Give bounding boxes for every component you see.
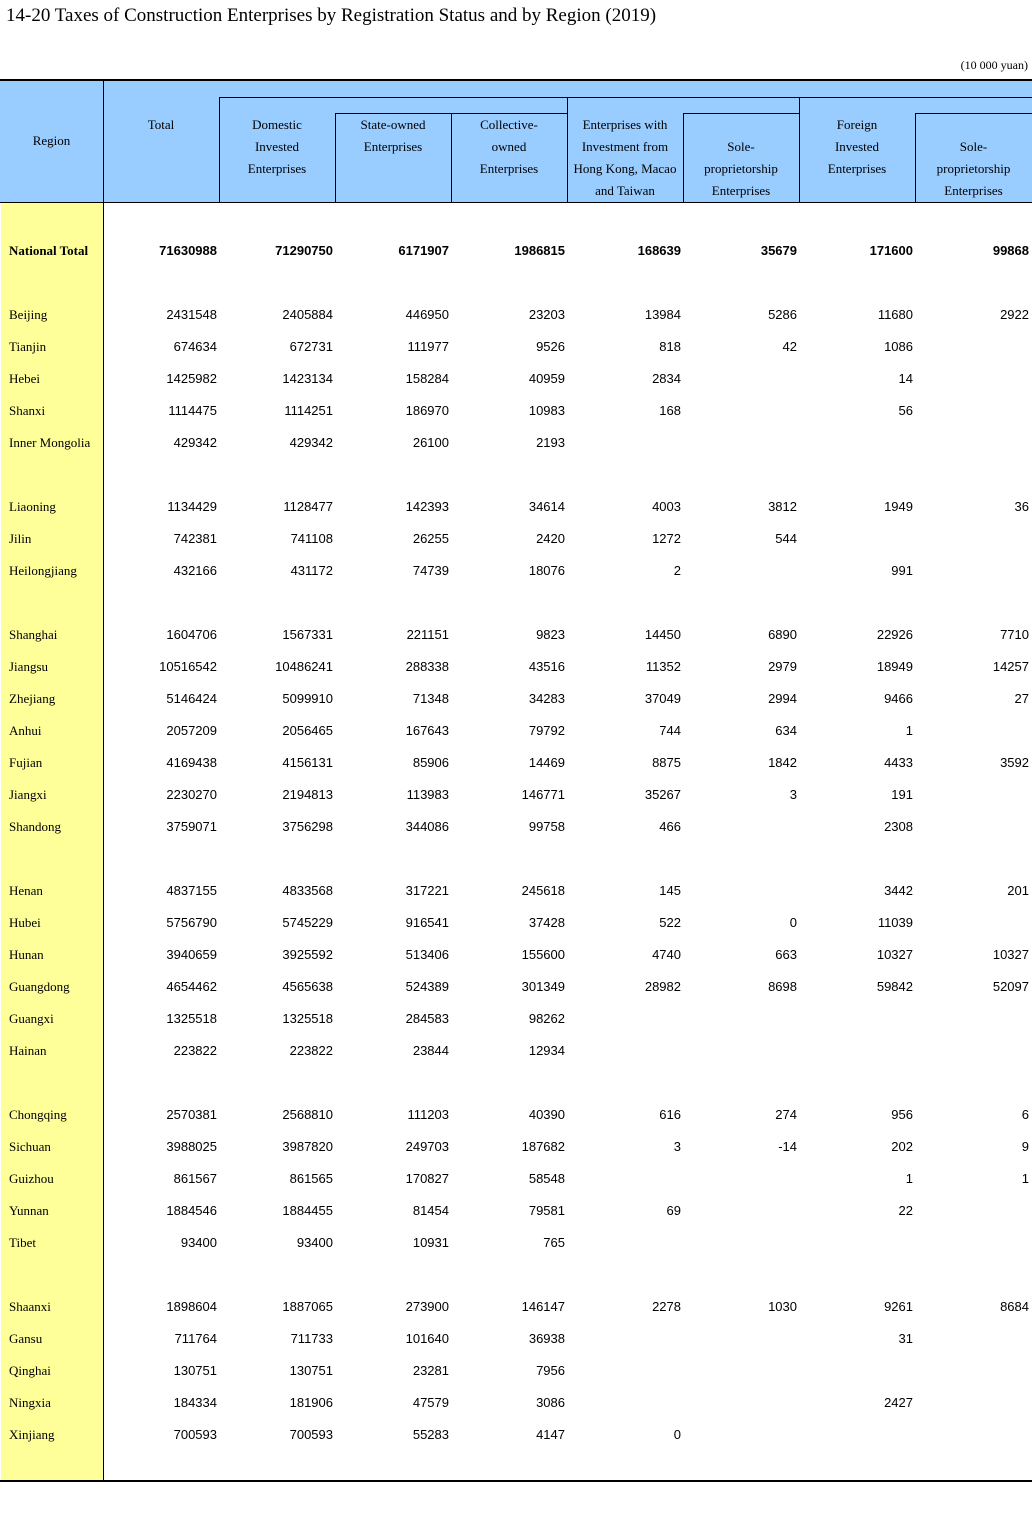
value-cell: 14450 <box>644 627 681 642</box>
value-cell: 6171907 <box>398 243 449 258</box>
value-cell: 274 <box>775 1107 797 1122</box>
value-cell: 1884546 <box>166 1203 217 1218</box>
value-cell: 9823 <box>536 627 565 642</box>
value-cell: 146147 <box>521 1299 565 1314</box>
value-cell: 74739 <box>412 563 449 578</box>
value-cell: 249703 <box>405 1139 449 1154</box>
region-name: Tianjin <box>9 339 47 354</box>
value-cell: 10931 <box>412 1235 449 1250</box>
value-cell: 5099910 <box>282 691 333 706</box>
table-row <box>0 1296 1032 1318</box>
value-cell: 2230270 <box>166 787 217 802</box>
value-cell: 1114475 <box>168 403 217 418</box>
national-total-row <box>0 240 1032 262</box>
value-cell: 634 <box>775 723 797 738</box>
value-cell: 10327 <box>992 947 1029 962</box>
value-cell: 301349 <box>521 979 565 994</box>
value-cell: 861565 <box>289 1171 333 1186</box>
value-cell: 916541 <box>405 915 449 930</box>
region-name: Sichuan <box>9 1139 51 1154</box>
value-cell: 431172 <box>290 563 333 578</box>
header-hmt-sole: Sole- proprietorship Enterprises <box>704 139 778 198</box>
value-cell: 2193 <box>536 435 565 450</box>
value-cell: 956 <box>891 1107 913 1122</box>
value-cell: 23844 <box>412 1043 449 1058</box>
value-cell: 2405884 <box>282 307 333 322</box>
value-cell: 10983 <box>528 403 565 418</box>
value-cell: 4156131 <box>282 755 333 770</box>
value-cell: 6890 <box>768 627 797 642</box>
value-cell: 3759071 <box>166 819 217 834</box>
value-cell: 223822 <box>173 1043 217 1058</box>
top-rule <box>0 79 1032 81</box>
table-row <box>0 1232 1032 1254</box>
value-cell: 3 <box>673 1139 681 1154</box>
value-cell: 1986815 <box>514 243 565 258</box>
value-cell: 1325518 <box>282 1011 333 1026</box>
value-cell: 18949 <box>876 659 913 674</box>
value-cell: 273900 <box>405 1299 449 1314</box>
value-cell: 8875 <box>652 755 681 770</box>
value-cell: 202 <box>891 1139 913 1154</box>
value-cell: 3812 <box>768 499 797 514</box>
table-row <box>0 496 1032 518</box>
header-subgroup-rule <box>683 113 799 114</box>
region-name: Inner Mongolia <box>9 435 91 450</box>
value-cell: 167643 <box>405 723 449 738</box>
value-cell: 7710 <box>1000 627 1029 642</box>
value-cell: 1134429 <box>167 499 217 514</box>
region-name: Beijing <box>9 307 48 322</box>
value-cell: 55283 <box>412 1427 449 1442</box>
region-name: Chongqing <box>9 1107 67 1122</box>
value-cell: 2431548 <box>166 307 217 322</box>
table-row <box>0 912 1032 934</box>
region-name: Henan <box>9 883 43 898</box>
region-name: Heilongjiang <box>9 563 77 578</box>
value-cell: 31 <box>898 1331 913 1346</box>
value-cell: 3592 <box>1000 755 1029 770</box>
value-cell: 2278 <box>652 1299 681 1314</box>
value-cell: 34614 <box>528 499 565 514</box>
table-row <box>0 1040 1032 1062</box>
value-cell: 1030 <box>768 1299 797 1314</box>
value-cell: 101640 <box>405 1331 449 1346</box>
value-cell: 4654462 <box>166 979 217 994</box>
value-cell: 4433 <box>884 755 913 770</box>
value-cell: 0 <box>789 915 797 930</box>
value-cell: 99868 <box>992 243 1029 258</box>
value-cell: 2057209 <box>166 723 217 738</box>
value-cell: 168 <box>659 403 681 418</box>
value-cell: 69 <box>666 1203 681 1218</box>
table-row <box>0 1200 1032 1222</box>
value-cell: 130751 <box>173 1363 217 1378</box>
value-cell: 98262 <box>528 1011 565 1026</box>
value-cell: 11352 <box>645 659 681 674</box>
value-cell: 1272 <box>652 531 681 546</box>
value-cell: 1425982 <box>166 371 217 386</box>
region-name: Shanxi <box>9 403 46 418</box>
page-title: 14-20 Taxes of Construction Enterprises by Registration Status and by Region (2019) <box>6 5 657 26</box>
region-name: National Total <box>9 243 89 258</box>
region-name: Guangxi <box>9 1011 54 1026</box>
region-name: Hunan <box>9 947 44 962</box>
region-name: Hebei <box>9 371 41 386</box>
value-cell: 3756298 <box>282 819 333 834</box>
value-cell: 991 <box>891 563 913 578</box>
value-cell: 4833568 <box>282 883 333 898</box>
value-cell: 99758 <box>528 819 565 834</box>
table-row <box>0 304 1032 326</box>
table-row <box>0 1392 1032 1414</box>
value-cell: 26255 <box>412 531 449 546</box>
value-cell: 3442 <box>884 883 913 898</box>
value-cell: 93400 <box>180 1235 217 1250</box>
value-cell: 18076 <box>528 563 565 578</box>
table-row <box>0 1104 1032 1126</box>
value-cell: 14257 <box>992 659 1029 674</box>
value-cell: 2568810 <box>282 1107 333 1122</box>
header-domestic: Domestic Invested Enterprises <box>247 117 307 176</box>
value-cell: 4147 <box>536 1427 565 1442</box>
table-row <box>0 624 1032 646</box>
value-cell: 56 <box>898 403 913 418</box>
value-cell: 34283 <box>528 691 565 706</box>
region-stub-column <box>1 202 103 1481</box>
value-cell: 42 <box>782 339 797 354</box>
value-cell: 158284 <box>405 371 449 386</box>
value-cell: 6 <box>1021 1107 1029 1122</box>
value-cell: 79792 <box>528 723 565 738</box>
region-name: Jilin <box>9 531 32 546</box>
value-cell: 22 <box>898 1203 913 1218</box>
value-cell: 861567 <box>173 1171 217 1186</box>
value-cell: 3987820 <box>282 1139 333 1154</box>
value-cell: 1 <box>905 723 913 738</box>
value-cell: 2834 <box>652 371 681 386</box>
value-cell: 22926 <box>876 627 913 642</box>
value-cell: 3988025 <box>166 1139 217 1154</box>
value-cell: 191 <box>891 787 913 802</box>
value-cell: 4003 <box>652 499 681 514</box>
value-cell: 344086 <box>405 819 449 834</box>
header-hmt: Enterprises with Investment from Hong Kong, Macao and Taiwan <box>573 117 677 198</box>
value-cell: 12934 <box>528 1043 565 1058</box>
region-name: Xinjiang <box>9 1427 55 1442</box>
table-row <box>0 656 1032 678</box>
table-row <box>0 816 1032 838</box>
value-cell: 1884455 <box>282 1203 333 1218</box>
value-cell: 288338 <box>405 659 449 674</box>
table-row <box>0 784 1032 806</box>
value-cell: 35267 <box>644 787 681 802</box>
header-foreign-sole: Sole- proprietorship Enterprises <box>936 139 1011 198</box>
value-cell: 1567331 <box>282 627 333 642</box>
value-cell: 142393 <box>405 499 449 514</box>
table-row <box>0 1008 1032 1030</box>
value-cell: 221151 <box>406 627 449 642</box>
value-cell: 3086 <box>536 1395 565 1410</box>
region-name: Shaanxi <box>9 1299 51 1314</box>
value-cell: 432166 <box>173 563 217 578</box>
value-cell: 2194813 <box>282 787 333 802</box>
value-cell: 513406 <box>405 947 449 962</box>
value-cell: 2056465 <box>282 723 333 738</box>
table-row <box>0 1328 1032 1350</box>
value-cell: 1949 <box>884 499 913 514</box>
value-cell: 9526 <box>536 339 565 354</box>
value-cell: 181906 <box>289 1395 333 1410</box>
value-cell: 9466 <box>884 691 913 706</box>
stub-divider <box>103 80 104 1481</box>
value-cell: 3925592 <box>282 947 333 962</box>
header-collective: Collective- owned Enterprises <box>479 117 539 176</box>
value-cell: 317221 <box>405 883 449 898</box>
value-cell: 700593 <box>173 1427 217 1442</box>
header-group-rule <box>219 97 1032 98</box>
value-cell: 187682 <box>521 1139 565 1154</box>
value-cell: 2 <box>673 563 681 578</box>
value-cell: 223822 <box>289 1043 333 1058</box>
region-name: Gansu <box>9 1331 43 1346</box>
value-cell: 146771 <box>521 787 565 802</box>
value-cell: 155600 <box>521 947 565 962</box>
value-cell: 9261 <box>884 1299 913 1314</box>
header-total: Total <box>147 117 175 132</box>
value-cell: 13984 <box>644 307 681 322</box>
table-row <box>0 336 1032 358</box>
region-name: Yunnan <box>9 1203 49 1218</box>
table-row <box>0 688 1032 710</box>
region-name: Hubei <box>9 915 41 930</box>
value-cell: 466 <box>659 819 681 834</box>
value-cell: 1325518 <box>166 1011 217 1026</box>
region-name: Tibet <box>9 1235 36 1250</box>
value-cell: 170827 <box>405 1171 449 1186</box>
value-cell: 3 <box>789 787 797 802</box>
value-cell: 700593 <box>289 1427 333 1442</box>
region-name: Jiangxi <box>9 787 47 802</box>
value-cell: 1 <box>905 1171 913 1186</box>
value-cell: 744 <box>659 723 681 738</box>
value-cell: 5146424 <box>166 691 217 706</box>
value-cell: 544 <box>775 531 797 546</box>
value-cell: 9 <box>1021 1139 1029 1154</box>
value-cell: 1842 <box>768 755 797 770</box>
header-subgroup-rule <box>915 113 1032 114</box>
value-cell: 26100 <box>412 435 449 450</box>
value-cell: 2922 <box>1000 307 1029 322</box>
value-cell: 5286 <box>768 307 797 322</box>
value-cell: 1086 <box>884 339 913 354</box>
table-row <box>0 1168 1032 1190</box>
value-cell: 40959 <box>528 371 565 386</box>
region-name: Shandong <box>9 819 61 834</box>
value-cell: 741108 <box>290 531 333 546</box>
region-name: Anhui <box>9 723 42 738</box>
table-row <box>0 400 1032 422</box>
value-cell: 1604706 <box>166 627 217 642</box>
value-cell: 711733 <box>290 1331 333 1346</box>
value-cell: 81454 <box>412 1203 449 1218</box>
value-cell: 27 <box>1014 691 1029 706</box>
value-cell: 1898604 <box>166 1299 217 1314</box>
table-row <box>0 752 1032 774</box>
value-cell: 1 <box>1021 1171 1029 1186</box>
region-name: Zhejiang <box>9 691 56 706</box>
value-cell: 71290750 <box>275 243 333 258</box>
value-cell: 36938 <box>528 1331 565 1346</box>
value-cell: 52097 <box>992 979 1029 994</box>
table-row <box>0 720 1032 742</box>
value-cell: 284583 <box>405 1011 449 1026</box>
bottom-rule <box>0 1480 1032 1482</box>
value-cell: 71630988 <box>159 243 217 258</box>
value-cell: 10486241 <box>275 659 333 674</box>
table-row <box>0 1136 1032 1158</box>
table-row <box>0 944 1032 966</box>
header-foreign: Foreign Invested Enterprises <box>827 117 887 176</box>
value-cell: 245618 <box>521 883 565 898</box>
value-cell: 522 <box>659 915 681 930</box>
value-cell: 58548 <box>528 1171 565 1186</box>
value-cell: 446950 <box>405 307 449 322</box>
region-name: Hainan <box>9 1043 47 1058</box>
value-cell: 36 <box>1014 499 1029 514</box>
value-cell: 2308 <box>884 819 913 834</box>
value-cell: 35679 <box>760 243 797 258</box>
value-cell: 1423134 <box>282 371 333 386</box>
unit-label: (10 000 yuan) <box>960 58 1028 72</box>
value-cell: 111203 <box>407 1107 449 1122</box>
value-cell: 742381 <box>173 531 217 546</box>
value-cell: 93400 <box>296 1235 333 1250</box>
value-cell: 71348 <box>412 691 449 706</box>
value-cell: 145 <box>659 883 681 898</box>
value-cell: 524389 <box>405 979 449 994</box>
value-cell: 10516542 <box>159 659 217 674</box>
value-cell: 11039 <box>877 915 913 930</box>
value-cell: -14 <box>778 1139 797 1154</box>
value-cell: 184334 <box>173 1395 217 1410</box>
value-cell: 10327 <box>876 947 913 962</box>
value-cell: 201 <box>1007 883 1029 898</box>
header-region: Region <box>32 133 71 148</box>
table-row <box>0 432 1032 454</box>
value-cell: 28982 <box>644 979 681 994</box>
value-cell: 11680 <box>877 307 913 322</box>
value-cell: 429342 <box>173 435 217 450</box>
table-row <box>0 1360 1032 1382</box>
value-cell: 2994 <box>768 691 797 706</box>
value-cell: 23281 <box>412 1363 449 1378</box>
value-cell: 8698 <box>768 979 797 994</box>
value-cell: 616 <box>659 1107 681 1122</box>
value-cell: 5756790 <box>166 915 217 930</box>
value-cell: 4169438 <box>166 755 217 770</box>
value-cell: 40390 <box>528 1107 565 1122</box>
value-cell: 4565638 <box>282 979 333 994</box>
value-cell: 2570381 <box>166 1107 217 1122</box>
region-name: Liaoning <box>9 499 56 514</box>
value-cell: 113983 <box>406 787 449 802</box>
value-cell: 47579 <box>412 1395 449 1410</box>
value-cell: 79581 <box>528 1203 565 1218</box>
value-cell: 171600 <box>869 243 913 258</box>
value-cell: 2427 <box>884 1395 913 1410</box>
header-bottom-rule <box>0 202 1032 203</box>
value-cell: 711764 <box>174 1331 217 1346</box>
value-cell: 168639 <box>637 243 681 258</box>
table-row <box>0 880 1032 902</box>
value-cell: 130751 <box>289 1363 333 1378</box>
value-cell: 3940659 <box>166 947 217 962</box>
table-row <box>0 368 1032 390</box>
region-name: Guangdong <box>9 979 70 994</box>
header-state-owned: State-owned Enterprises <box>360 117 426 154</box>
value-cell: 5745229 <box>282 915 333 930</box>
value-cell: 674634 <box>173 339 217 354</box>
table-row <box>0 528 1032 550</box>
table-row <box>0 976 1032 998</box>
value-cell: 1887065 <box>282 1299 333 1314</box>
region-name: Jiangsu <box>9 659 48 674</box>
value-cell: 23203 <box>528 307 565 322</box>
value-cell: 14469 <box>528 755 565 770</box>
value-cell: 59842 <box>876 979 913 994</box>
value-cell: 4740 <box>652 947 681 962</box>
value-cell: 429342 <box>289 435 333 450</box>
value-cell: 7956 <box>536 1363 565 1378</box>
value-cell: 111977 <box>407 339 449 354</box>
value-cell: 8684 <box>1000 1299 1029 1314</box>
value-cell: 37428 <box>528 915 565 930</box>
value-cell: 4837155 <box>166 883 217 898</box>
value-cell: 2420 <box>536 531 565 546</box>
table-row <box>0 560 1032 582</box>
value-cell: 1128477 <box>283 499 333 514</box>
region-name: Ningxia <box>9 1395 51 1410</box>
region-name: Fujian <box>9 755 43 770</box>
value-cell: 2979 <box>768 659 797 674</box>
value-cell: 37049 <box>644 691 681 706</box>
region-name: Qinghai <box>9 1363 51 1378</box>
value-cell: 818 <box>659 339 681 354</box>
value-cell: 85906 <box>412 755 449 770</box>
value-cell: 186970 <box>405 403 449 418</box>
value-cell: 43516 <box>528 659 565 674</box>
value-cell: 0 <box>673 1427 681 1442</box>
value-cell: 765 <box>543 1235 565 1250</box>
table-row <box>0 1424 1032 1446</box>
value-cell: 14 <box>898 371 913 386</box>
value-cell: 663 <box>775 947 797 962</box>
region-name: Shanghai <box>9 627 58 642</box>
value-cell: 1114251 <box>284 403 333 418</box>
value-cell: 672731 <box>289 339 333 354</box>
region-name: Guizhou <box>9 1171 54 1186</box>
